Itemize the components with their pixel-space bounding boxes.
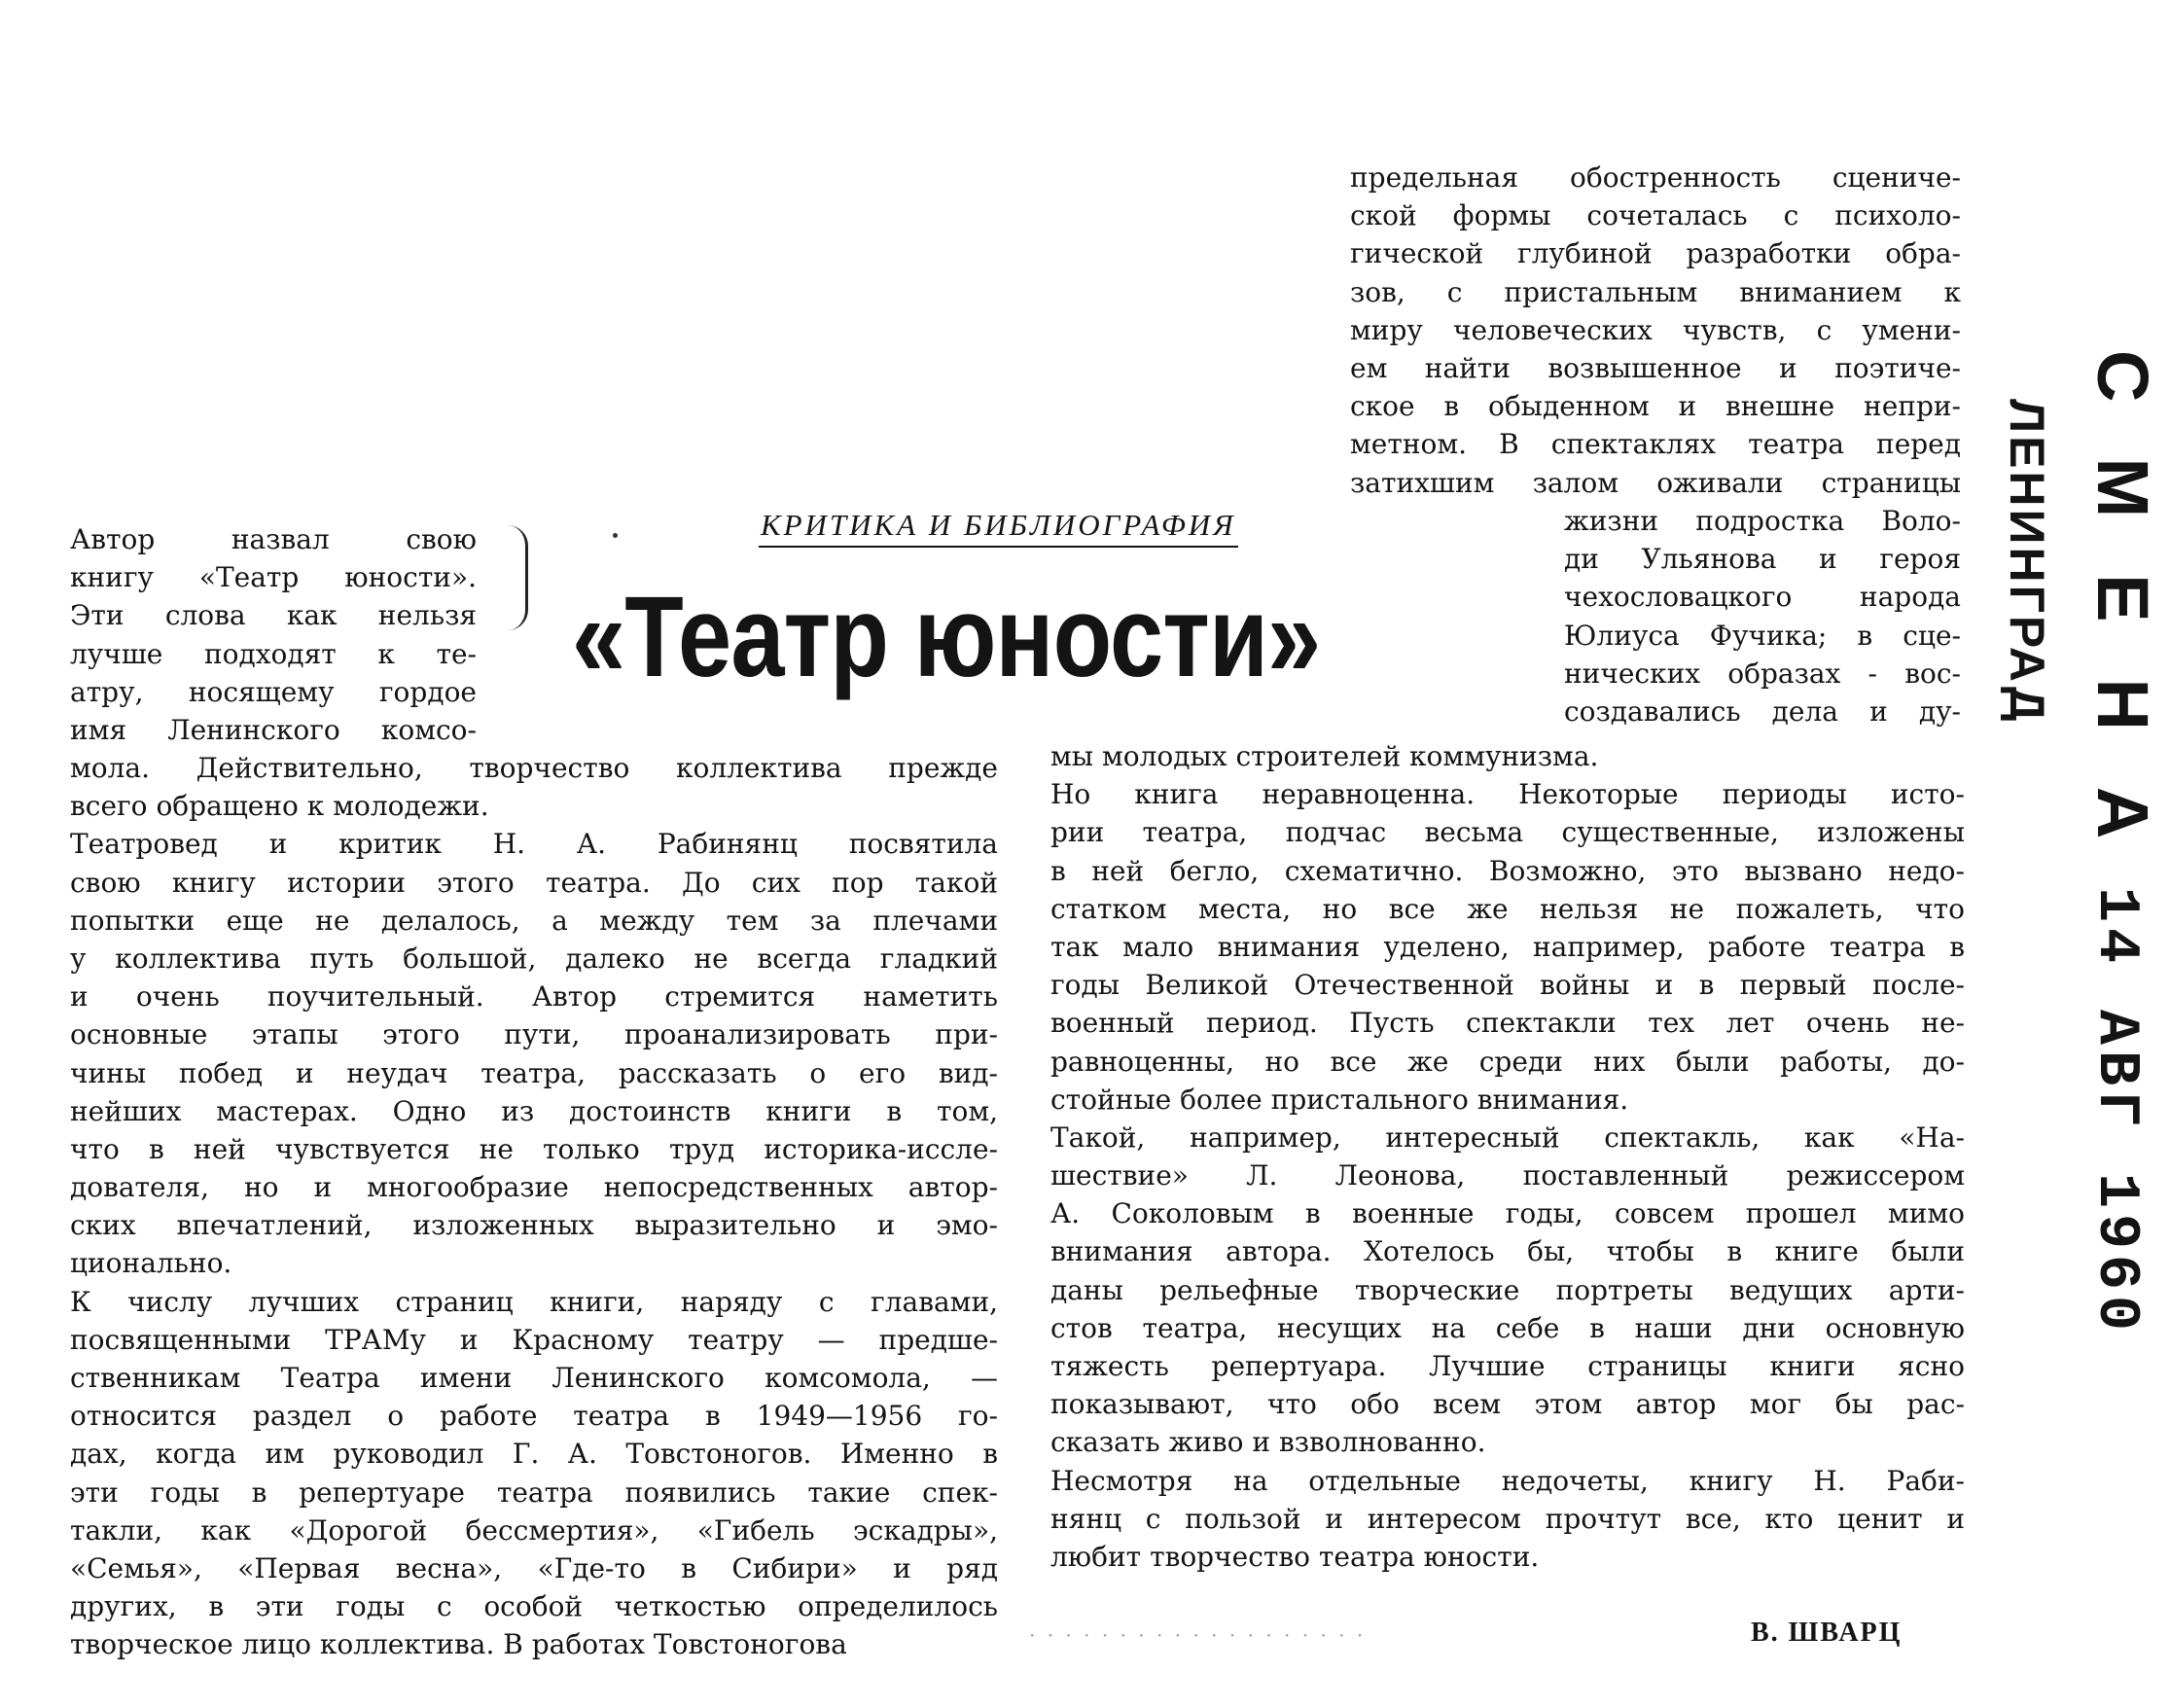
text-line: у коллектива путь большой, далеко не всегда гладкий [70, 942, 998, 975]
text-line: жизни подростка Воло- [1564, 505, 1961, 537]
text-line: внимания автора. Хотелось бы, чтобы в книге были [1050, 1235, 1965, 1268]
text-line: показывают, что обо всем этом автор мог бы рас- [1050, 1388, 1965, 1421]
text-line: и очень поучительный. Автор стремится наметить [70, 980, 998, 1014]
column-top-right [1350, 159, 1961, 502]
text-line: чины побед и неудач театра, рассказать о его вид- [70, 1056, 998, 1089]
column-right-narrow [1564, 502, 1961, 730]
text-line: зов, с пристальным вниманием к [1350, 275, 1961, 308]
text-line: К числу лучших страниц книги, наряду с главами, [70, 1285, 998, 1318]
text-line: ских впечатлений, изложенных выразительно и эмо- [70, 1209, 998, 1242]
text-line: Театровед и критик Н. А. Рабинянц посвятила [70, 828, 998, 861]
text-line: нейших мастерах. Одно из достоинств книги в том, [70, 1094, 998, 1127]
text-line: имя Ленинского комсо- [70, 713, 477, 746]
text-line: стов театра, несущих на себе в наши дни основную [1050, 1311, 1965, 1344]
text-line: дах, когда им руководил Г. А. Товстоногов. Именно в [70, 1438, 998, 1471]
text-line: А. Соколовым в военные годы, совсем прошел мимо [1050, 1197, 1965, 1230]
text-line: ем найти возвышенное и поэтиче- [1350, 351, 1961, 384]
stamp-city: ЛЕНИНГРАД [2000, 399, 2054, 725]
text-line: метном. В спектаклях театра перед [1350, 428, 1961, 461]
text-line: нянц с пользой и интересом прочтут все, кто ценит и [1050, 1502, 1965, 1535]
print-speck [613, 533, 618, 538]
text-line: создавались дела и ду- [1564, 694, 1961, 728]
text-line: атру, носящему гордое [70, 675, 477, 708]
text-line: рии театра, подчас весьма существенные, изложены [1050, 816, 1965, 849]
rubric: КРИТИКА И БИБЛИОГРАФИЯ [759, 506, 1238, 548]
text-line: дователя, но и многообразие непосредственных автор- [70, 1171, 998, 1204]
text-line: попытки еще не делалось, а между тем за плечами [70, 904, 998, 937]
text-line: Эти слова как нельзя [70, 599, 477, 632]
text-line: основные этапы этого пути, проанализировать при- [70, 1018, 998, 1051]
text-line: ди Ульянова и героя [1564, 543, 1961, 576]
text-line: военный период. Пусть спектакли тех лет очень не- [1050, 1007, 1965, 1040]
stamp-publication: СМЕНА [2082, 350, 2163, 896]
text-line: относится раздел о работе театра в 1949—1956 го- [70, 1400, 998, 1433]
author-signature: В. ШВАРЦ [1751, 1618, 1903, 1648]
text-line: мола. Действительно, творчество коллектива прежде [70, 752, 998, 784]
text-line: ское в обыденном и внешне непри- [1350, 390, 1961, 423]
text-line: ской формы сочеталась с психоло- [1350, 199, 1961, 232]
text-line: что в ней чувствуется не только труд историка-иссле- [70, 1132, 998, 1165]
text-line: в ней бегло, схематично. Возможно, это вызвано недо- [1050, 854, 1965, 887]
bracket-mark [508, 525, 528, 630]
text-line: Такой, например, интересный спектакль, как «На- [1050, 1121, 1965, 1154]
text-line: Юлиуса Фучика; в сце- [1564, 619, 1961, 652]
text-line: свою книгу истории этого театра. До сих пор такой [70, 866, 998, 899]
headline: «Театр юности» [572, 573, 1321, 701]
text-line: творческое лицо коллектива. В работах Товстоногова [70, 1628, 847, 1661]
faint-print-residue: · · · · · · · · · · · · · · · · · · · [1029, 1623, 1367, 1647]
text-line: книгу «Театр юности». [70, 561, 477, 594]
text-line: любит творчество театра юности. [1050, 1540, 1540, 1573]
text-line: годы Великой Отечественной войны и в первый после- [1050, 969, 1965, 1002]
text-line: Автор назвал свою [70, 523, 477, 555]
text-line: Несмотря на отдельные недочеты, книгу Н. Раби- [1050, 1464, 1965, 1497]
text-line: миру человеческих чувств, с умени- [1350, 313, 1961, 346]
stamp-date: 14 АВГ 1960 [2082, 887, 2149, 1337]
text-line: ственникам Театра имени Ленинского комсомола, — [70, 1362, 998, 1394]
text-line: Но книга неравноценна. Некоторые периоды исто- [1050, 778, 1965, 811]
text-line: гической глубиной разработки обра- [1350, 237, 1961, 270]
text-line: даны рельефные творческие портреты ведущих арти- [1050, 1273, 1965, 1306]
text-line: шествие» Л. Леонова, поставленный режиссером [1050, 1159, 1965, 1192]
column-left [70, 749, 998, 1664]
column-right [1050, 737, 1965, 1576]
text-line: стойные более пристального внимания. [1050, 1083, 1629, 1116]
text-line: других, в эти годы с особой четкостью определилось [70, 1590, 998, 1623]
text-line: эти годы в репертуаре театра появились такие спек- [70, 1476, 998, 1509]
text-line: предельная обостренность сцениче- [1350, 161, 1961, 194]
text-line: мы молодых строителей коммунизма. [1050, 740, 1599, 772]
text-line: сказать живо и взволнованно. [1050, 1426, 1486, 1459]
text-line: всего обращено к молодежи. [70, 790, 489, 823]
text-line: посвященными ТРАМу и Красному театру — предше- [70, 1323, 998, 1356]
column-left-narrow [70, 520, 477, 749]
text-line: чехословацкого народа [1564, 581, 1961, 614]
text-line: «Семья», «Первая весна», «Где-то в Сибири» и ряд [70, 1551, 998, 1584]
text-line: статком места, но все же нельзя не пожалеть, что [1050, 892, 1965, 925]
text-line: так мало внимания уделено, например, работе театра в [1050, 930, 1965, 963]
text-line: лучше подходят к те- [70, 637, 477, 670]
text-line: такли, как «Дорогой бессмертия», «Гибель эскадры», [70, 1513, 998, 1547]
text-line: затихшим залом оживали страницы [1350, 466, 1961, 499]
text-line: нических образах - вос- [1564, 657, 1961, 690]
text-line: ционально. [70, 1247, 232, 1280]
text-line: тяжесть репертуара. Лучшие страницы книги ясно [1050, 1350, 1965, 1382]
text-line: равноценны, но все же среди них были работы, до- [1050, 1045, 1965, 1078]
